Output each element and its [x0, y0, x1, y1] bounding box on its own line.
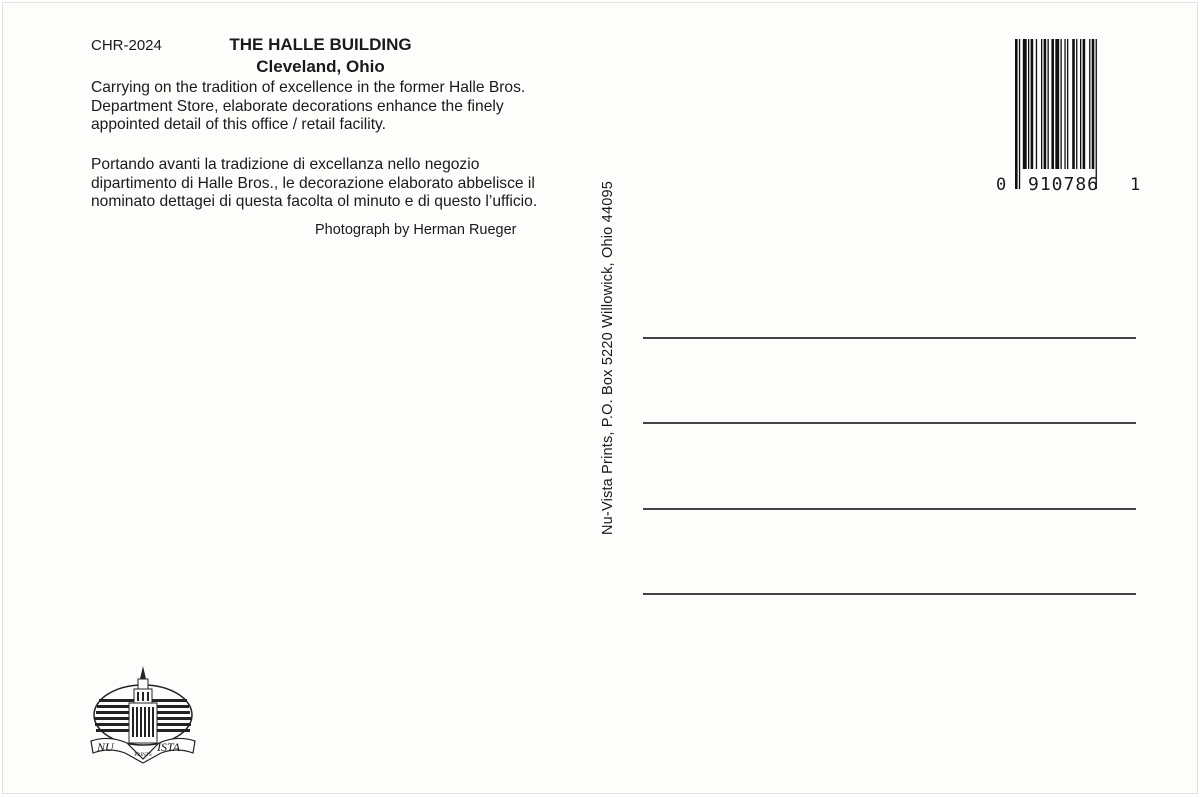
- barcode-bar: [1067, 39, 1068, 169]
- barcode-bar: [1019, 39, 1020, 189]
- barcode-bar: [1023, 39, 1027, 169]
- card-code: CHR-2024: [91, 37, 162, 54]
- barcode: [1015, 39, 1127, 189]
- barcode-bar: [1092, 39, 1095, 169]
- barcode-bar: [1061, 39, 1062, 169]
- card-title: [193, 34, 448, 78]
- barcode-left-digit: 0: [996, 175, 1007, 195]
- barcode-bar: [1041, 39, 1042, 169]
- address-line[interactable]: [643, 337, 1136, 339]
- nu-vista-prints-logo: [89, 663, 197, 765]
- barcode-bar: [1096, 39, 1097, 189]
- address-line[interactable]: [643, 508, 1136, 510]
- barcode-bar: [1051, 39, 1054, 169]
- logo-text-bottom: PRINTS: [134, 753, 152, 758]
- barcode-bar: [1031, 39, 1034, 169]
- barcode-bar: [1076, 39, 1077, 169]
- logo-text-right: ISTA: [157, 740, 181, 754]
- barcode-bar: [1028, 39, 1029, 169]
- address-line[interactable]: [643, 422, 1136, 424]
- description-italian: Portando avanti la tradizione di excellanza nello negozio dipartimento di Halle Bros., le decorazione elaborato abbelisce il nominato dettagei di questa facolta ol minuto e di questo l’ufficio.: [91, 156, 538, 210]
- barcode-bar: [1080, 39, 1081, 169]
- barcode-bar: [1072, 39, 1075, 169]
- postcard-back: [2, 2, 1198, 794]
- barcode-right-digit: 1: [1130, 175, 1141, 195]
- publisher-address: Nu-Vista Prints, P.O. Box 5220 Willowick, Ohio 44095: [600, 181, 616, 535]
- photo-credit: Photograph by Herman Rueger: [315, 222, 517, 238]
- barcode-bar: [1083, 39, 1086, 169]
- barcode-bar: [1064, 39, 1065, 169]
- address-line[interactable]: [643, 593, 1136, 595]
- barcode-bar: [1048, 39, 1049, 169]
- barcode-bar: [1036, 39, 1037, 169]
- barcode-middle-digits: 910786: [1028, 174, 1100, 195]
- barcode-bar: [1089, 39, 1090, 169]
- barcode-bar: [1044, 39, 1047, 169]
- description-english: Carrying on the tradition of excellence in the former Halle Bros. Department Store, elaborate decorations enhance the finely appointed detail of this office / retail facility.: [91, 79, 526, 133]
- barcode-bar: [1015, 39, 1018, 189]
- title-location: Cleveland, Ohio: [256, 57, 385, 76]
- barcode-bar: [1055, 39, 1059, 169]
- logo-text-left: NU: [97, 740, 114, 754]
- title-building: THE HALLE BUILDING: [229, 35, 412, 54]
